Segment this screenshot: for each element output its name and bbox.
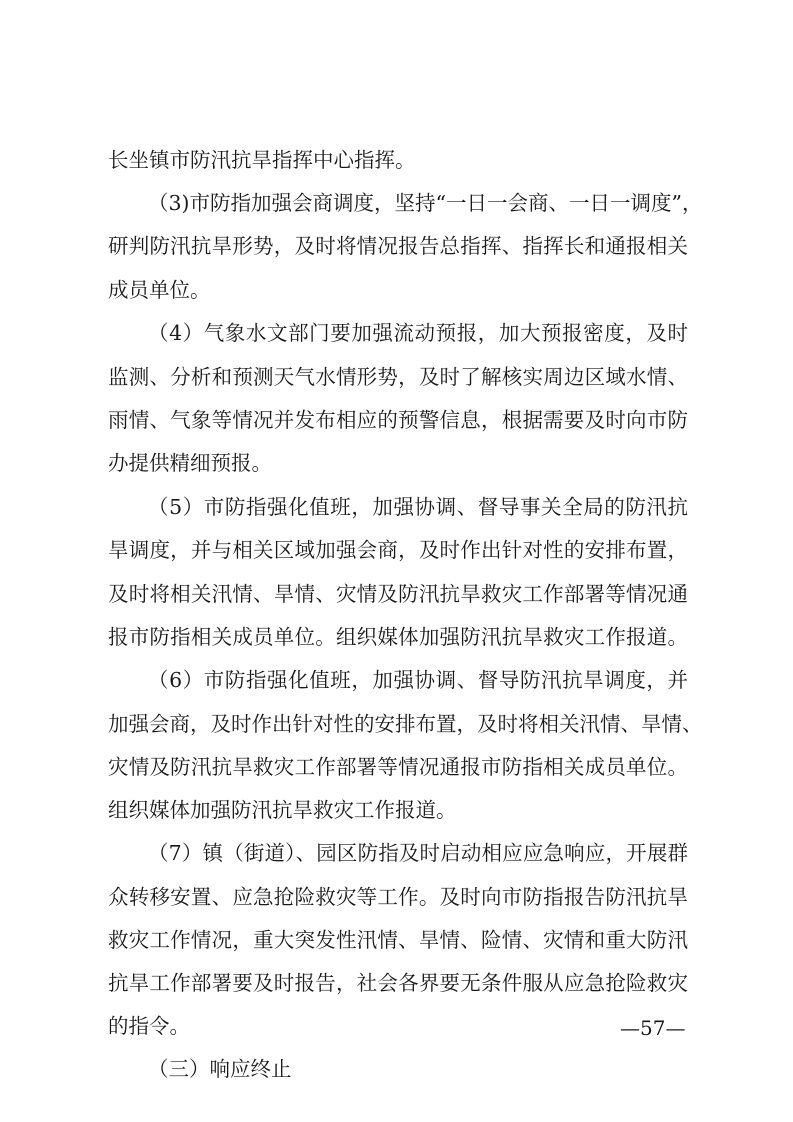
text-line: 旱调度，并与相关区域加强会商，及时作出针对性的安排布置， — [108, 538, 688, 562]
page-number: —57— — [620, 1016, 686, 1040]
text-line: 研判防汛抗旱形势，及时将情况报告总指挥、指挥长和通报相关 — [108, 234, 688, 258]
text-line: 组织媒体加强防汛抗旱救灾工作报道。 — [108, 798, 457, 822]
text-line: 灾情及防汛抗旱救灾工作部署等情况通报市防指相关成员单位。 — [108, 755, 688, 779]
text-line: 成员单位。 — [108, 278, 211, 302]
text-line: 及时将相关汛情、旱情、灾情及防汛抗旱救灾工作部署等情况通 — [108, 582, 688, 606]
text-line: 长坐镇市防汛抗旱指挥中心指挥。 — [108, 148, 416, 172]
text-line: （5）市防指强化值班，加强协调、督导事关全局的防汛抗 — [148, 495, 688, 519]
text-line: （7）镇（街道）、园区防指及时启动相应应急响应，开展群 — [148, 841, 688, 865]
text-line: （6）市防指强化值班，加强协调、督导防汛抗旱调度，并 — [148, 668, 688, 692]
text-line: 报市防指相关成员单位。组织媒体加强防汛抗旱救灾工作报道。 — [108, 625, 688, 649]
text-line: 加强会商，及时作出针对性的安排布置，及时将相关汛情、旱情、 — [108, 712, 703, 736]
text-line: 监测、分析和预测天气水情形势，及时了解核实周边区域水情、 — [108, 365, 688, 389]
text-line: 的指令。 — [108, 1014, 190, 1038]
text-line: （4）气象水文部门要加强流动预报，加大预报密度，及时 — [148, 321, 688, 345]
text-line: （3)市防指加强会商调度，坚持“一日一会商、一日一调度”， — [148, 191, 703, 215]
text-line: 救灾工作情况，重大突发性汛情、旱情、险情、灾情和重大防汛 — [108, 928, 688, 952]
text-line: 办提供精细预报。 — [108, 451, 272, 475]
text-line: 抗旱工作部署要及时报告，社会各界要无条件服从应急抢险救灾 — [108, 971, 688, 995]
text-line: 雨情、气象等情况并发布相应的预警信息，根据需要及时向市防 — [108, 408, 688, 432]
section-heading: （三）响应终止 — [148, 1057, 292, 1081]
text-line: 众转移安置、应急抢险救灾等工作。及时向市防指报告防汛抗旱 — [108, 885, 688, 909]
